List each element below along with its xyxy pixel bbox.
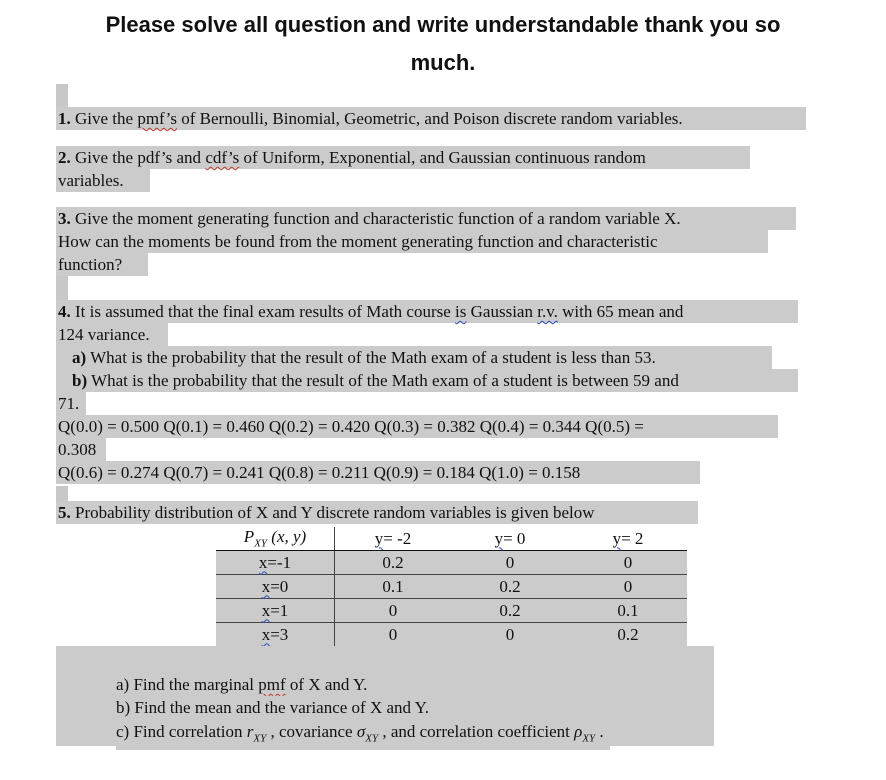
table-row-header: x=-1: [216, 551, 335, 575]
table-cell: 0: [451, 623, 569, 647]
header-line-2: much.: [410, 50, 476, 75]
table-row: [216, 623, 687, 647]
table-row: [216, 551, 687, 575]
question-4-part-a: a) What is the probability that the result of the Math exam of a student is less than 53.: [56, 346, 772, 369]
table-cell: 0.2: [335, 551, 452, 575]
question-3: 3. Give the moment generating function and characteristic function of a random variable X.: [56, 207, 796, 230]
table-cell: 0.2: [451, 575, 569, 599]
table-row-header: x=0: [216, 575, 335, 599]
table-col-header: y= -2: [335, 527, 452, 551]
table-col-header: y= 0: [451, 527, 569, 551]
spell-flag: pmf’s: [137, 109, 177, 128]
table-corner-header: $P_{XY}$ (x, y): [216, 527, 335, 551]
q-function-values-row-1: Q(0.0) = 0.500 Q(0.1) = 0.460 Q(0.2) = 0.420 Q(0.3) = 0.382 Q(0.4) = 0.344 Q(0.5) =: [56, 415, 778, 438]
question-4-line-2: 124 variance.: [56, 323, 168, 346]
question-5: 5. Probability distribution of X and Y discrete random variables is given below: [56, 501, 698, 524]
question-number: 2.: [58, 148, 71, 167]
table-cell: 0.2: [451, 599, 569, 623]
question-number: 5.: [58, 503, 71, 522]
table-cell: 0: [335, 599, 452, 623]
table-cell: 0.1: [569, 599, 687, 623]
header-line-1: Please solve all question and write understandable thank you so: [105, 12, 781, 37]
table-cell: 0: [569, 575, 687, 599]
spell-flag: pmf: [258, 675, 286, 694]
question-3-line-2: How can the moments be found from the moment generating function and characteristic: [56, 230, 768, 253]
margin-bar: [56, 84, 68, 108]
spell-flag: cdf’s: [205, 148, 240, 167]
question-3-line-3: function?: [56, 253, 148, 276]
question-4-part-b-line-2: 71.: [56, 392, 86, 415]
table-cell: 0: [335, 623, 452, 647]
question-5-part-a: a) Find the marginal pmf of X and Y.: [116, 673, 373, 696]
grammar-flag: is: [455, 302, 467, 321]
table-row-header: x=1: [216, 599, 335, 623]
question-5-part-b: b) Find the mean and the variance of X and Y.: [116, 696, 435, 719]
question-5-part-c: c) Find correlation $r_{XY}$ , covariance $\sigma_{XY}$ , and correlation coefficient $\rho_{XY}$ .: [116, 720, 610, 750]
table-cell: 0: [451, 551, 569, 575]
q-function-values-row-2: Q(0.6) = 0.274 Q(0.7) = 0.241 Q(0.8) = 0.211 Q(0.9) = 0.184 Q(1.0) = 0.158: [56, 461, 700, 484]
question-number: 4.: [58, 302, 71, 321]
question-number: 3.: [58, 209, 71, 228]
table-row: [216, 599, 687, 623]
table-col-header: y= 2: [569, 527, 687, 551]
question-4-part-b: b) What is the probability that the result of the Math exam of a student is between 59 and: [56, 369, 798, 392]
table-row-header: x=3: [216, 623, 335, 647]
question-4: 4. It is assumed that the final exam results of Math course is Gaussian r.v. with 65 mean and: [56, 300, 798, 323]
grammar-flag: r.v.: [537, 302, 558, 321]
table-row: [216, 575, 687, 599]
question-2-line-2: variables.: [56, 169, 150, 192]
table-cell: 0.2: [569, 623, 687, 647]
question-1: 1. Give the pmf’s of Bernoulli, Binomial, Geometric, and Poison discrete random variables.: [56, 107, 806, 130]
table-cell: 0: [569, 551, 687, 575]
probability-table: [216, 527, 687, 647]
question-2: 2. Give the pdf’s and cdf’s of Uniform, Exponential, and Gaussian continuous random: [56, 146, 750, 169]
q-function-values-row-1-cont: 0.308: [56, 438, 106, 461]
question-number: 1.: [58, 109, 71, 128]
table-cell: 0.1: [335, 575, 452, 599]
